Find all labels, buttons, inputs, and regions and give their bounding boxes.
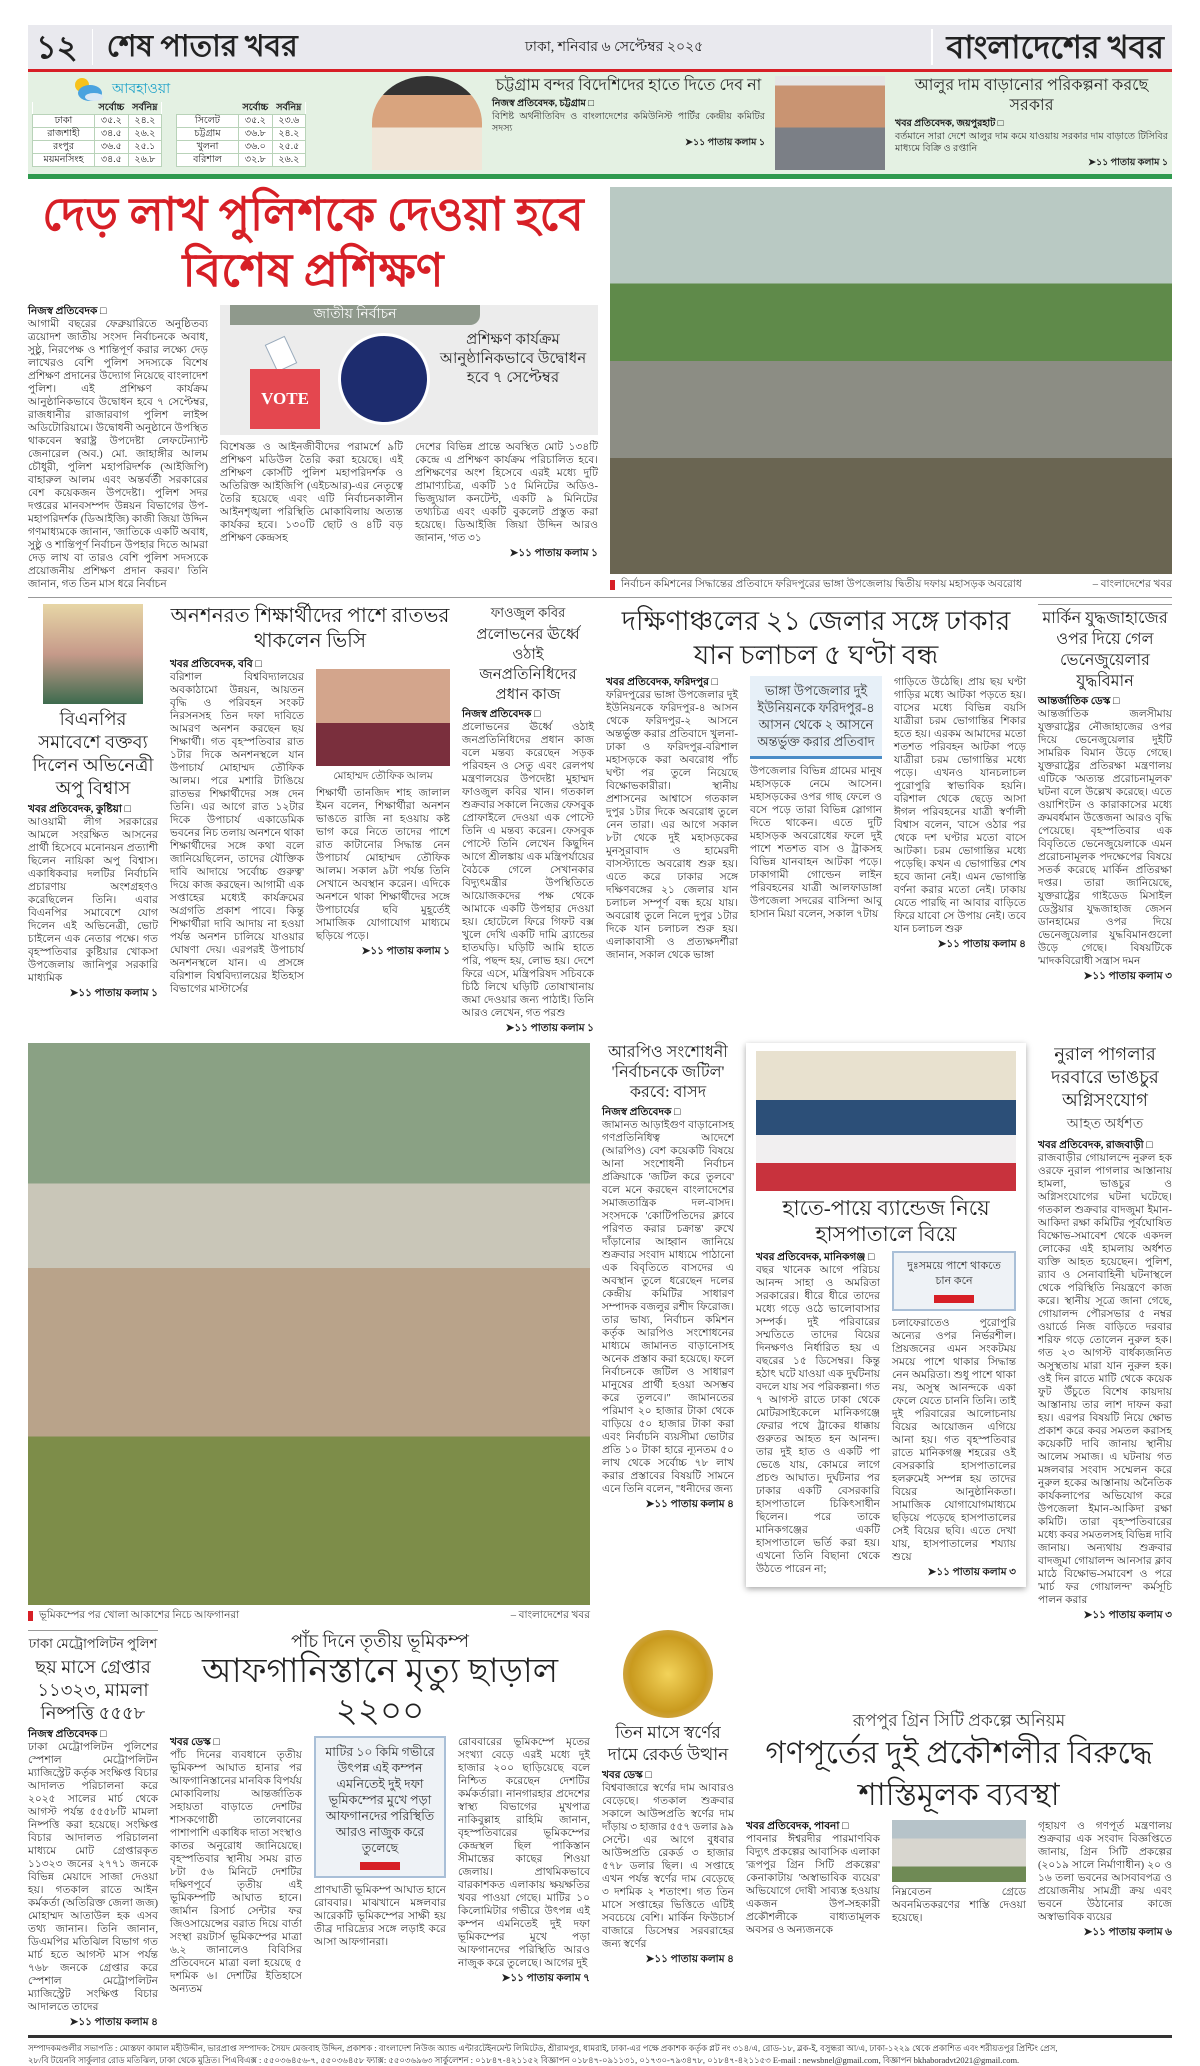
engineers-col2: নিম্নবেতন গ্রেডে অবনমিতকরণের শাস্তি দেওয়া হয়েছে। <box>892 1887 1026 1924</box>
quake-pull-quote: মাটির ১০ কিমি গভীরে উৎপন্ন এই কম্পন এমনিতেই দুই দফা ভূমিকম্পের মুখে পড়া আফগানদের পরিস্থিতি আরও নাজুক করে তুলেছে <box>314 1736 446 1878</box>
weather-panel <box>32 76 362 170</box>
afghan-earthquake-photo <box>28 1043 590 1605</box>
apu-headline: বিএনপির সমাবেশে বক্তব্য দিলেন অভিনেত্রী অপু বিশ্বাস <box>32 709 154 798</box>
dakkhin-col3: গাড়িতে উঠেছি। প্রায় ছয় ঘণ্টা গাড়ির মধ্যে আটকা পড়তে হয়। বাসের মধ্যে বিভিন্ন বয়সি যাত্রীরা চরম ভোগান্তির শিকার হতে হয়। এরকম আমাদের মতো শতশত পরিবহন আটকা পড়ে যাত্রীরা চরম ভোগান্তির মধ্যে পড়ে। এখনও যানচলাচল পুরোপুরি স্বাভাবিক হয়নি। বরিশাল থেকে ছেড়ে আসা ঈগল পরিবহনের যাত্রী স্বর্ণালী বিশ্বাস বলেন, 'বাসে ওঠার পর থেকে দশ ঘণ্টার মতো বাসে আটকা। চরম ভোগান্তির মধ্যে পড়েছি। কখন এ ভোগান্তির শেষ হবে জানা নেই। এমন ভোগান্তি বর্ণনা করার মতো নেই। ঢাকায় যেতে পারছি না আবার বাড়িতে ফিরে যাবো সে উপায় নেই। তবে যান চলাচল শুরু ➤ ১১ পাতায় কলাম ৪ <box>894 676 1026 962</box>
lead-headline[interactable]: দেড় লাখ পুলিশকে দেওয়া হবে বিশেষ প্রশিক্ষণ <box>42 189 584 296</box>
weather-table-left: সর্বোচ্চ সর্বনিম্ন ঢাকা ৩৫.২ ২৪.২ রাজশাহী ৩৪.৫ ২৬.২ রংপুর ৩৬.৫ ২৫.১ ময়মনসিংহ ৩৪.৫ ২৬.৮ <box>32 102 162 167</box>
nurul-story[interactable]: নুরাল পাগলার দরবারে ভাঙচুর অগ্নিসংযোগ আহত অর্ধশত খবর প্রতিবেদক, রাজবাড়ী □ রাজবাড়ীর গোয়ালন্দে নুরুল হক ওরফে নুরাল পাগলার আস্তানায় হামলা, ভাঙচুর ও অগ্নিসংযোগের ঘটনা ঘটেছে। গতকাল শুক্রবার বাদজুমা ইমান-আকিদা রক্ষা কমিটির পূর্বঘোষিত বিক্ষোভ-সমাবেশ থেকে একদল লোকের এই হামলায় অর্ধশত ব্যক্তি আহত হয়েছেন। পুলিশ, র‌্যাব ও সেনাবাহিনী ঘটনাস্থলে থেকে পরিস্থিতি নিয়ন্ত্রণে কাজ করে। স্থানীয় সূত্রে জানা গেছে, গোয়ালন্দ পৌরসভার ৫ নম্বর ওয়ার্ডে নিজ বাড়িতে দরবার শরিফ গড়ে তোলেন নুরুল হক। গত ২৩ আগস্ট বার্ধক্যজনিত অসুস্থতায় মারা যান নুরুল হক। ওই দিন রাতে মাটি থেকে কয়েক ফুট উঁচুতে বিশেষ কায়দায় আস্তানায় তার লাশ দাফন করা হয়। এরপর বিষয়টি নিয়ে ক্ষোভ প্রকাশ করে কবর সমতল করাসহ কয়েকটি দাবি জানায় স্থানীয় আলেম সমাজ। এ ঘটনায় গত মঙ্গলবার সংবাদ সম্মেলন করে নুরুল হকের আস্তানায় অনৈতিক কার্যকলাপের অভিযোগ করে উপজেলা ইমান-আকিদা রক্ষা কমিটি। তারা বৃহস্পতিবারের মধ্যে কবর সমতলসহ বিভিন্ন দাবি জানায়। অন্যথায় শুক্রবার বাদজুমা গোয়ালন্দ আনসার ক্লাব মাঠে বিক্ষোভ-সমাবেশ ও পরে 'মার্চ ফর গোয়ালন্দ' কর্মসূচি পালন করার ➤ ১১ পাতায় কলাম ৩ <box>1038 1043 1172 1622</box>
hospital-pull-quote: দুঃসময়ে পাশে থাকতে চান কনে <box>892 1251 1016 1311</box>
vc-col1: খবর প্রতিবেদক, ববি □ বরিশাল বিশ্ববিদ্যালয়ের অবকাঠামো উন্নয়ন, আয়তন বৃদ্ধি ও পরিবহন সংকট নিরসনসহ তিন দফা দাবিতে আমরণ অনশন করছেন ছয় শিক্ষার্থী। গত বৃহস্পতিবার রাত ১টার দিকে অনশনস্থলে যান উপাচার্য মোহাম্মদ তৌফিক আলম। পরে মশারি টাঙিয়ে রাতভর শিক্ষার্থীদের সঙ্গ দেন তিনি। এর আগে রাত ১২টার দিকে উপাচার্য একাডেমিক ভবনের নিচ তলায় অনশনে থাকা শিক্ষার্থীদের সঙ্গে কথা বলে জানিয়েছিলেন, তাদের যৌক্তিক দাবি আদায়ে 'সর্বোচ্চ গুরুত্ব' দিয়ে কাজ করছেন। আগামী এক সপ্তাহের মধ্যেই কার্যক্রমের অগ্রগতি প্রকাশ পাবে। কিন্তু শিক্ষার্থীরা দাবি আদায় না হওয়া পর্যন্ত অনশন চালিয়ে যাওয়ার ঘোষণা দেয়। এরপরই উপাচার্য অনশনস্থলে যান। এ প্রসঙ্গে বরিশাল বিশ্ববিদ্যালয়ের ইতিহাস বিভাগের মাস্টার্সের <box>170 658 304 996</box>
lead-col1: নিজস্ব প্রতিবেদক □ আগামী বছরের ফেব্রুয়ারিতে অনুষ্ঠিতব্য ত্রয়োদশ জাতীয় সংসদ নির্বাচনকে অবাধ, সুষ্ঠু, নিরপেক্ষ ও শান্তিপূর্ণ করার লক্ষ্যে দেড় লাখেরও বেশি পুলিশ সদস্যকে বিশেষ প্রশিক্ষণ প্রদানের উদ্যোগ নিয়েছে বাংলাদেশ পুলিশ। এই প্রশিক্ষণ কার্যক্রম আনুষ্ঠানিকভাবে উদ্বোধন হবে ৭ সেপ্টেম্বর, রাজধানীর রাজারবাগ পুলিশ লাইন্স অডিটোরিয়ামে। উদ্বোধনী অনুষ্ঠানে উপস্থিত থাকবেন স্বরাষ্ট্র উপদেষ্টা লেফটেন্যান্ট জেনারেল (অব.) মো. জাহাঙ্গীর আলম চৌধুরী, পুলিশ মহাপরিদর্শক (আইজিপি) বাহারুল আলম এবং অন্তর্বর্তী সরকারের বেশ কয়েকজন উপদেষ্টা। পুলিশ সদর দপ্তরের মানবসম্পদ উন্নয়ন বিভাগের উপ-মহাপরিদর্শক (ডিআইজি) কাজী জিয়া উদ্দিন গণমাধ্যমকে জানান, 'জাতিকে একটি অবাধ, সুষ্ঠু ও শান্তিপূর্ণ নির্বাচন উপহার দিতে আমরা দেড় লাখ বা তারও বেশি পুলিশ সদস্যকে প্রয়োজনীয় প্রশিক্ষণ প্রদান করব।' তিনি জানান, গত তিন মাস ধরে নির্বাচন <box>28 305 208 591</box>
vc-portrait-caption: মোহাম্মদ তৌফিক আলম <box>333 771 433 782</box>
weather-cloud-icon <box>72 76 104 102</box>
dmp-story[interactable]: ঢাকা মেট্রোপলিটন পুলিশ ছয় মাসে গ্রেপ্তার ১১৩২৩, মামলা নিষ্পত্তি ৫৫৫৮ নিজস্ব প্রতিবেদক □ ঢাকা মেট্রোপলিটন পুলিশের স্পেশাল মেট্রোপলিটন ম্যাজিস্ট্রেট কর্তৃক সংক্ষিপ্ত বিচার আদালত পরিচালনা করে ২০২৫ সালের মার্চ থেকে আগস্ট পর্যন্ত ৫৫৫৮টি মামলা নিষ্পত্তি করা হয়েছে। সংক্ষিপ্ত বিচার আদালত পরিচালনা মাধ্যমে মোট গ্রেপ্তারকৃত ১১৩২৩ জনের ২৭৭১ জনকে বিভিন্ন মেয়াদে সাজা দেওয়া হয়। গতকাল রাতে আইন কর্মকর্তা (অতিরিক্ত জেলা জজ) মোহাম্মদ আতাউল হক এসব তথ্য জানান। তিনি জানান, ডিএমপির মতিঝিল বিভাগ গত মার্চ হতে আগস্ট মাস পর্যন্ত ৭৬৮ জনকে গ্রেপ্তার করে স্পেশাল মেট্রোপলিটন ম্যাজিস্ট্রেট সংক্ষিপ্ত বিচার আদালতে তাদের ➤ ১১ পাতায় কলাম ৪ <box>28 1630 158 2029</box>
ballot-box-icon: VOTE <box>250 369 320 429</box>
ballot-paper-icon <box>265 336 298 372</box>
afghan-photo-caption: ভূমিকম্পের পর খোলা আকাশের নিচে আফগানরা – বাংলাদেশের খবর <box>28 1609 590 1622</box>
weather-row: ময়মনসিংহ ৩৪.৫ ২৬.৮ <box>33 154 162 167</box>
gold-bangles-photo <box>623 1630 713 1718</box>
weather-row: চট্টগ্রাম ৩৬.৮ ২৪.২ <box>176 128 305 141</box>
weather-row: সিলেট ৩৫.২ ২৩.৬ <box>176 115 305 128</box>
weather-row: ঢাকা ৩৫.২ ২৪.২ <box>33 115 162 128</box>
rpo-story[interactable]: আরপিও সংশোধনী 'নির্বাচনকে জটিল' করবে: বাসদ নিজস্ব প্রতিবেদক □ জামানত আড়াইগুণ বাড়ানোসহ গণপ্রতিনিধিত্ব আদেশে (আরপিও) বেশ কয়েকটি বিষয়ে আনা সংশোধনী নির্বাচন প্রক্রিয়াকে 'জটিল করে তুলবে' বলে মনে করছেন বাংলাদেশের সমাজতান্ত্রিক দল-বাসদ। সংসদকে 'কোটিপতিদের ক্লাবে পরিণত করার চক্রান্ত' রুখে দাঁড়ানোর আহ্বান জানিয়ে শুক্রবার সংবাদ মাধ্যমে পাঠানো এক বিবৃতিতে বাসদের এ অবস্থান তুলে ধরেছেন দলের কেন্দ্রীয় কমিটির সাধারণ সম্পাদক বজলুর রশীদ ফিরোজ। তার ভাষ্য, নির্বাচন কমিশন কর্তৃক আরপিও সংশোধনের মাধ্যমে জামানত বাড়ানোসহ অনেক প্রস্তাব করা হয়েছে। ফলে নির্বাচনকে জটিল ও সাধারণ মানুষের প্রার্থী হওয়া অসম্ভব করে তুলবে।" জামানতের পরিমাণ ২০ হাজার টাকা থেকে বাড়িয়ে ৫০ হাজার টাকা করা এবং নির্বাচনি ব্যয়সীমা ভোটার প্রতি ১০ টাকা হারে ন্যূনতম ৫০ লাখ থেকে সর্বোচ্চ ৭৮ লাখ করার প্রস্তাবের বিষয়টি সামনে এনে তিনি বলেন, "ধনীদের জন্য ➤ ১১ পাতায় কলাম ৪ <box>602 1043 734 1622</box>
fawzul-story[interactable]: ফাওজুল কবির প্রলোভনের ঊর্ধ্বে ওঠাই জনপ্রতিনিধিদের প্রধান কাজ নিজস্ব প্রতিবেদক □ প্রলোভনের ঊর্ধ্বে ওঠাই জনপ্রতিনিধিদের প্রধান কাজ বলে মন্তব্য করেছেন সড়ক পরিবহন ও সেতু এবং রেলপথ মন্ত্রণালয়ের উপদেষ্টা মুহাম্মদ ফাওজুল কবির খান। গতকাল শুক্রবার সকালে নিজের ফেসবুক প্রোফাইলে দেওয়া এক পোস্টে তিনি এ মন্তব্য করেন। ফেসবুক পোস্টে তিনি লেখেন কিছুদিন আগে শ্রীলঙ্কায় এক মন্ত্রিপর্যায়ের বৈঠকে গেলে সেখানকার বিদ্যুৎমন্ত্রীর উপস্থিতিতে আয়োজকদের পক্ষ থেকে আমাকে একটি উপহার দেওয়া হয়। হোটেলে ফিরে গিফট বক্স খুলে দেখি একটি দামি ব্র্যান্ডের হাতঘড়ি। ঘড়িটি আমি হাতে পরি, পছন্দ হয়, লোভ হয়। দেশে ফিরে এসে, মন্ত্রিপরিষদ সচিবকে চিঠি লিখে ঘড়িটি তোষাখানায় জমা দেওয়ার জন্য পাঠাই। তিনি আরও লেখেন, গত পরশু ➤ ১১ পাতায় কলাম ১ <box>462 604 594 1035</box>
venezuela-story[interactable]: মার্কিন যুদ্ধজাহাজের ওপর দিয়ে গেল ভেনেজুয়েলার যুদ্ধবিমান আন্তর্জাতিক ডেস্ক □ আন্তর্জাতিক জলসীমায় যুক্তরাষ্ট্রের নৌজাহাজের ওপর দিয়ে ভেনেজুয়েলার দুইটি সামরিক বিমান উড়ে গেছে। যুক্তরাষ্ট্রের প্রতিরক্ষা মন্ত্রণালয় এটিকে 'অত্যন্ত প্ররোচনামূলক' ঘটনা বলে উল্লেখ করেছে। এতে ওয়াশিংটন ও কারাকাসের মধ্যে ক্রমবর্ধমান উত্তেজনা আরও বৃদ্ধি পেয়েছে। বৃহস্পতিবার এক বিবৃতিতে ভেনেজুয়েলাকে এমন প্ররোচনামূলক পদক্ষেপের বিষয়ে সতর্ক করেছে মার্কিন প্রতিরক্ষা দপ্তর। তারা জানিয়েছে, যুক্তরাষ্ট্রের গাইডেড মিসাইল ডেস্ট্রয়ার যুদ্ধজাহাজ জেসন ডানহামের ওপর দিয়ে ভেনেজুয়েলার যুদ্ধবিমানগুলো উড়ে গেছে। বিষয়টিকে 'মাদকবিরোধী সন্ত্রাস দমন ➤ ১১ পাতায় কলাম ৩ <box>1038 604 1172 1035</box>
teaser-portrait-1 <box>372 76 482 170</box>
venezuela-headline: মার্কিন যুদ্ধজাহাজের ওপর দিয়ে গেল ভেনেজুয়েলার যুদ্ধবিমান <box>1042 610 1168 690</box>
engineers-kicker: রূপপুর গ্রিন সিটি প্রকল্পে অনিয়ম <box>852 1711 1066 1730</box>
dakkhin-pull-quote: ভাঙ্গা উপজেলার দুই ইউনিয়নকে ফরিদপুর-৪ আসন থেকে ২ আসনে অন্তর্ভুক্ত করার প্রতিবাদ <box>750 676 882 759</box>
apu-photo <box>43 604 143 704</box>
top-band <box>28 72 1172 179</box>
hospital-headline: হাতে-পায়ে ব্যান্ডেজ নিয়ে হাসপাতালে বিয়ে <box>782 1196 990 1246</box>
nurul-headline: নুরাল পাগলার দরবারে ভাঙচুর অগ্নিসংযোগ <box>1051 1044 1159 1110</box>
dakkhin-col1: খবর প্রতিবেদক, ফরিদপুর □ ফরিদপুরের ভাঙ্গা উপজেলার দুই ইউনিয়নকে ফরিদপুর-৪ আসন থেকে ফরিদপুর-২ আসনে অন্তর্ভুক্ত করার প্রতিবাদে খুলনা-ঢাকা ও ফরিদপুর-বরিশাল মহাসড়কে করা অবরোধ পাঁচ ঘণ্টা পর তুলে নিয়েছে বিক্ষোভকারীরা। স্থানীয় প্রশাসনের আশ্বাসে গতকাল দুপুর ১টার দিকে অবরোধ তুলে নেন তারা। এর আগে সকাল ৮টা থেকে দুই মহাসড়কের মুনসুরাবাদ ও হামেরদী বাসস্ট্যান্ডে অবরোধ শুরু হয়। এতে করে ঢাকার সঙ্গে দক্ষিণবঙ্গের ২১ জেলার যান চলাচল সম্পূর্ণ বন্ধ হয়ে যায়। অবরোধ তুলে নিলে দুপুর ১টার দিকে যান চলাচল শুরু হয়। এলাকাবাসী ও প্রত্যক্ষদর্শীরা জানান, সকাল থেকে ভাঙ্গা <box>606 676 738 962</box>
weather-row: রংপুর ৩৬.৫ ২৫.১ <box>33 141 162 154</box>
quake-col3: রোববারের ভূমিকম্পে মৃতের সংখ্যা বেড়ে এরই মধ্যে দুই হাজার ২০০ ছাড়িয়েছে বলে নিশ্চিত করেছেন দেশটির কর্মকর্তারা। নানগারহার প্রদেশের স্বাস্থ্য বিভাগের মুখপাত্র নাকিবুল্লাহ রাহিমি জানান, বৃহস্পতিবারের ভূমিকম্পের কেন্দ্রস্থল ছিল পাকিস্তান সীমান্তের কাছের শিওয়া জেলায়। প্রাথমিকভাবে বারকাশকত এলাকায় ক্ষয়ক্ষতির খবর পাওয়া গেছে। মাটির ১০ কিলোমিটার গভীরে উৎপন্ন এই কম্পন এমনিতেই দুই দফা ভূমিকম্পের মুখে পড়া আফগানদের পরিস্থিতি আরও নাজুক করে তুলেছে। আগের দুই ➤ ১১ পাতায় কলাম ৭ <box>458 1736 590 1996</box>
election-graphic <box>220 305 598 435</box>
teaser-portrait-2 <box>775 76 885 170</box>
rpo-headline: আরপিও সংশোধনী 'নির্বাচনকে জটিল' করবে: বাসদ <box>608 1044 728 1101</box>
section-title: শেষ পাতার খবর <box>106 30 298 63</box>
imprint-footer: সম্পাদকমণ্ডলীর সভাপতি : মোস্তফা কামাল মহীউদ্দীন, ভারপ্রাপ্ত সম্পাদক: সৈয়দ মেজবাহ উদ্দিন, প্রকাশক : বাংলাদেশ নিউজ অ্যান্ড এন্টারটেইনমেন্ট লিমিটেড, শ্রীরামপুর, ধামরাই, ঢাকা-এর পক্ষে প্রকাশক কর্তৃক প্লট নং ৩১৪/এ, রোড-১৮, ব্লক-ই, বসুন্ধরা আ/এ, ঢাকা-১২২৯ থেকে প্রকাশিত এবং শরীয়তপুর প্রিন্টিং প্রেস, ২৮/বি টয়েনবি সার্কুলার রোড মতিঝিল, ঢাকা থেকে মুদ্রিত। পিএবিএক্স : ৫৫০৩৬৪৫৬-৭, ৫৫০৩৬৪৫৮ ফ্যাক্স: ৫৫০৩৬৯৬৩ সার্কুলেশন : ০১৮৪৭-৪২১১৫২ বিজ্ঞাপন ০১৮৪৭-০৯১১৩১, ০১৭৩০-৭৯৩৪৭৮, ০১৮৪৭-৪২১১৫৩ E-mail : newsbnel@gmail.com, বিজ্ঞাপন bkhaboradvt2021@gmail.com. <box>28 2043 1058 2065</box>
masthead-logo: বাংলাদেশের খবর <box>946 29 1164 65</box>
issue-date: ঢাকা, শনিবার ৬ সেপ্টেম্বর ২০২৫ <box>524 40 704 55</box>
graphic-text: প্রশিক্ষণ কার্যক্রম আনুষ্ঠানিকভাবে উদ্বোধন হবে ৭ সেপ্টেম্বর <box>439 332 587 386</box>
engineers-col3: গৃহায়ণ ও গণপূর্ত মন্ত্রণালয় শুক্রবার এক সংবাদ বিজ্ঞপ্তিতে জানায়, গ্রিন সিটি প্রকল্পের (২০১৯ সালে নির্মাণাধীন) ২০ ও ১৬ তলা ভবনের আসবাবপত্র ও প্রয়োজনীয় সামগ্রী ক্রয় এবং ভবনে উঠানোর কাজে অস্বাভাবিক ব্যয়ের ➤ ১১ পাতায় কলাম ৬ <box>1038 1820 1172 1939</box>
quake-headline[interactable]: আফগানিস্তানে মৃত্যু ছাড়াল ২২০০ <box>201 1653 559 1730</box>
weather-row: রাজশাহী ৩৪.৫ ২৬.২ <box>33 128 162 141</box>
weather-table-right: সর্বোচ্চ সর্বনিম্ন সিলেট ৩৫.২ ২৩.৬ চট্টগ্রাম ৩৬.৮ ২৪.২ খুলনা ৩৬.০ ২৫.৫ বরিশাল ৩২.৮ ২৬.২ <box>176 102 306 167</box>
engineers-col1: খবর প্রতিবেদক, পাবনা □ পাবনার ঈশ্বরদীর পারমাণবিক বিদ্যুৎ প্রকল্পের আবাসিক এলাকা 'রূপপুর গ্রিন সিটি প্রকল্পের' কেনাকাটায় 'অস্বাভাবিক ব্যয়ের' অভিযোগে দোষী সাব্যস্ত হওয়ায় একজন উপ-সহকারী প্রকৌশলীকে বাধ্যতামূলক অবসর ও অন্যজনকে <box>746 1820 880 1939</box>
quake-col1: খবর ডেস্ক □ পাঁচ দিনের ব্যবধানে তৃতীয় ভূমিকম্প আঘাত হানার পর আফগানিস্তানের মানবিক বিপর্যয় মোকাবিলায় আন্তর্জাতিক সহায়তা বাড়াতে দেশটির শাসকগোষ্ঠী তালেবানের পাশাপাশি একাধিক দাতা সংস্থাও কাতর অনুরোধ জানিয়েছে। বৃহস্পতিবার স্থানীয় সময় রাত ৮টা ৫৬ মিনিটে দেশটির দক্ষিণপূর্বে তৃতীয় এই ভূমিকম্পটি আঘাত হানে। জার্মান রিসার্চ সেন্টার ফর জিওসায়েন্সের বরাত দিয়ে বার্তা সংস্থা রয়টার্স ভূমিকম্পের মাত্রা ৬.২ জানালেও বিবিসির প্রতিবেদনে মাত্রা বলা হয়েছে ৫ দশমিক ৬। দেশটির ইতিহাসে অন্যতম <box>170 1736 302 1996</box>
vc-portrait <box>316 658 450 766</box>
hospital-story-box[interactable]: হাতে-পায়ে ব্যান্ডেজ নিয়ে হাসপাতালে বিয়ে খবর প্রতিবেদক, মানিকগঞ্জ □ বছর খানেক আগে পরিচয় আনন্দ সাহা ও অমরিতা সরকারের। ধীরে ধীরে তাদের মধ্যে গড়ে ওঠে ভালোবাসার সম্পর্ক। দুই পরিবারের সম্মতিতে তাদের বিয়ের দিনক্ষণও নির্ধারিত হয় এ বছরের ১৫ ডিসেম্বর। কিন্তু হঠাৎ ঘটে যাওয়া এক দুর্ঘটনায় বদলে যায় সব পরিকল্পনা। গত ৭ আগস্ট রাতে ঢাকা থেকে মোটরসাইকেলে মানিকগঞ্জে ফেরার পথে ট্রাকের ধাক্কায় গুরুতর আহত হন আনন্দ। তার দুই হাত ও একটি পা ভেঙে যায়, কোমরে লাগে প্রচণ্ড আঘাত। দুর্ঘটনার পর ঢাকার একটি বেসরকারি হাসপাতালে চিকিৎসাধীন ছিলেন। পরে তাকে মানিকগঞ্জের একটি হাসপাতালে ভর্তি করা হয়। এখনো তিনি বিছানা থেকে উঠতে পারেন না; দুঃসময়ে পাশে থাকতে চান কনে চলাফেরাতেও পুরোপুরি অন্যের ওপর নির্ভরশীল। প্রিয়জনের এমন সংকটময় সময়ে পাশে থাকার সিদ্ধান্ত নেন অমরিতা। শুধু পাশে থাকা নয়, অসুস্থ আনন্দকে একা ফেলে যেতে চাননি তিনি। তাই দুই পরিবারের আলোচনায় বিয়ের আয়োজন এগিয়ে আনা হয়। গত বৃহস্পতিবার রাতে মানিকগঞ্জ শহরের ওই বেসরকারি হাসপাতালের হলরুমেই সম্পন্ন হয় তাদের বিয়ের আনুষ্ঠানিকতা। সামাজিক যোগাযোগমাধ্যমে ছড়িয়ে পড়েছে হাসপাতালের সেই বিয়ের ছবি। এতে দেখা যায়, হাসপাতালের শয্যায় শুয়ে ➤ ১১ পাতায় কলাম ৩ <box>746 1043 1026 1587</box>
apu-story[interactable]: বিএনপির সমাবেশে বক্তব্য দিলেন অভিনেত্রী অপু বিশ্বাস খবর প্রতিবেদক, কুষ্টিয়া □ আওয়ামী লীগ সরকারের আমলে সংরক্ষিত আসনের প্রার্থী হিসেবে মনোনয়ন প্রত্যাশী ছিলেন নায়িকা অপু বিশ্বাস। একাধিকবার দলটির নির্বাচনি প্রচারণায় অংশগ্রহণও করেছিলেন তিনি। এবার বিএনপির সমাবেশে যোগ দিলেন এই অভিনেত্রী, ভোট চাইলেন এক নেতার পক্ষে। গত বৃহস্পতিবার কুষ্টিয়ার খোকসা উপজেলায় জানিপুর সরকারি মাধ্যমিক ➤ ১১ পাতায় কলাম ১ <box>28 604 158 1035</box>
weather-row: বরিশাল ৩২.৮ ২৬.২ <box>176 154 305 167</box>
fawzul-headline: প্রলোভনের ঊর্ধ্বে ওঠাই জনপ্রতিনিধিদের প্রধান কাজ <box>476 627 580 703</box>
green-city-photo <box>892 1820 1026 1882</box>
dakkhin-headline[interactable]: দক্ষিণাঞ্চলের ২১ জেলার সঙ্গে ঢাকার যান চলাচল ৫ ঘণ্টা বন্ধ <box>621 606 1011 670</box>
teaser-headline: আলুর দাম বাড়ানোর পরিকল্পনা করছে সরকার <box>914 77 1149 114</box>
jump-link[interactable]: ➤ ১১ পাতায় কলাম ১ <box>415 547 598 560</box>
main-photo-caption: নির্বাচন কমিশনের সিদ্ধান্তের প্রতিবাদে ফরিদপুরের ভাঙ্গা উপজেলায় দ্বিতীয় দফায় মহাসড়ক অবরোধ – বাংলাদেশের খবর <box>610 578 1172 591</box>
quake-kicker: পাঁচ দিনে তৃতীয় ভূমিকম্প <box>290 1631 469 1651</box>
lead-col2: বিশেষজ্ঞ ও আইনজীবীদের পরামর্শে ৯টি প্রশিক্ষণ মডিউল তৈরি করা হয়েছে। এই প্রশিক্ষণ কোর্সটি পুলিশ মহাপরিদর্শক ও অতিরিক্ত আইজিপি (এইচআর)-এর নেতৃত্বে তৈরি হয়েছে এবং এটি নির্বাচনকালীন আইনশৃঙ্খলা পরিস্থিতি মোকাবিলায় অত্যন্ত কার্যকর হবে। ১৩০টি ছোট ও ৪টি বড় প্রশিক্ষণ কেন্দ্রসহ <box>220 442 403 544</box>
engineers-headline[interactable]: গণপূর্তের দুই প্রকৌশলীর বিরুদ্ধে শাস্তিমূলক ব্যবস্থা <box>765 1735 1153 1812</box>
teaser-story[interactable]: আলুর দাম বাড়ানোর পরিকল্পনা করছে সরকার খবর প্রতিবেদক, জয়পুরহাট □ বর্তমানে সারা দেশে আলুর দাম কমে যাওয়ায় সরকার দাম বাড়াতে টিসিবির মাধ্যমে বিক্রি ও রপ্তানি ➤ ১১ পাতায় কলাম ১ <box>895 76 1168 170</box>
main-photo-road-blockade <box>610 187 1172 574</box>
weather-title: আবহাওয়া <box>112 82 171 97</box>
weather-row: খুলনা ৩৬.০ ২৫.৫ <box>176 141 305 154</box>
dakkhin-col2: উপজেলার বিভিন্ন গ্রামের মানুষ মহাসড়কে নেমে আসেন। মহাসড়কের ওপর গাছ ফেলে ও বসে পড়ে তারা বিভিন্ন স্লোগান দিতে থাকেন। এতে দুটি মহাসড়ক অবরোধের ফলে দুই পাশে শতশত বাস ও ট্রাকসহ বিভিন্ন যানবাহন আটকা পড়ে। ঢাকাগামী গোল্ডেন লাইন পরিবহনের যাত্রী আলফাডাঙ্গা উপজেলা সদরের বাসিন্দা আবু হাসান মিয়া বলেন, সকাল ৭টায় <box>750 766 882 920</box>
lead-col3: দেশের বিভিন্ন প্রান্তে অবস্থিত মোট ১৩৪টি কেন্দ্রে এ প্রশিক্ষণ কার্যক্রম পরিচালিত হবে। প্রশিক্ষণের অংশ হিসেবে এরই মধ্যে দুটি প্রামাণ্যচিত্র, একটি ১৫ মিনিটের অডিও-ভিজ্যুয়াল কনটেন্ট, একটি ৯ মিনিটের তথ্যচিত্র এবং একটি বুকলেট প্রস্তুত করা হয়েছে। ডিআইজি জিয়া উদ্দিন আরও জানান, 'গত ৩১ ➤ ১১ পাতায় কলাম ১ <box>415 441 598 560</box>
election-commission-emblem <box>338 333 430 425</box>
gold-story[interactable]: তিন মাসে স্বর্ণের দামে রেকর্ড উত্থান খবর ডেস্ক □ বিশ্ববাজারে স্বর্ণের দাম আবারও বেড়েছে। গতকাল শুক্রবার সকালে আউন্সপ্রতি স্বর্ণের দাম দাঁড়ায় ৩ হাজার ৫৫৭ ডলার ৯৯ সেন্টে। এর আগে বুধবার আউন্সপ্রতি রেকর্ড ৩ হাজার ৫৭৮ ডলার ছিল। এ সপ্তাহে এখন পর্যন্ত স্বর্ণের দাম বেড়েছে ৩ দশমিক ২ শতাংশ। গত তিন মাসে সপ্তাহের ভিত্তিতে এটিই সবচেয়ে বেশি। মার্কিন ফিউচার্স বাজারে ডিসেম্বর সরবরাহের জন্য স্বর্ণের ➤ ১১ পাতায় কলাম ৪ <box>602 1630 734 2029</box>
graphic-banner: জাতীয় নির্বাচন <box>230 305 480 325</box>
page-header <box>28 25 1172 72</box>
teaser-story[interactable]: চট্টগ্রাম বন্দর বিদেশিদের হাতে দিতে দেব না নিজস্ব প্রতিবেদক, চট্টগ্রাম □ বিশিষ্ট অর্থনীতিবিদ ও বাংলাদেশের কমিউনিস্ট পার্টির কেন্দ্রীয় কমিটির সদস্য ➤ ১১ পাতায় কলাম ১ <box>492 76 765 170</box>
dmp-headline: ছয় মাসে গ্রেপ্তার ১১৩২৩, মামলা নিষ্পত্তি ৫৫৫৮ <box>35 1657 151 1723</box>
hospital-wedding-photo <box>756 1051 1016 1191</box>
newspaper-page <box>28 25 1172 2066</box>
vc-headline[interactable]: অনশনরত শিক্ষার্থীদের পাশে রাতভর থাকলেন ভিসি <box>170 605 450 652</box>
quake-col2: প্রাণঘাতী ভূমিকম্প আঘাত হানে রোববার। মাঝখানে মঙ্গলবার আরেকটি ভূমিকম্পের সাক্ষী হয় তীব্র দারিদ্র্যের সঙ্গে লড়াই করে আসা আফগানরা। <box>314 1885 446 1948</box>
vc-col2: শিক্ষার্থী তানজিদ শাহ জালাল ইমন বলেন, শিক্ষার্থীরা অনশন ভাঙতে রাজি না হওয়ায় কষ্ট ভাগ করে নিতে তাদের পাশে রাত কাটানোর সিদ্ধান্ত নেন উপাচার্য মোহাম্মদ তৌফিক আলম। সকাল ৯টা পর্যন্ত তিনি সেখানে অবস্থান করেন। এদিকে অনশনে থাকা শিক্ষার্থীদের সঙ্গে উপাচার্যের ছবি মুহূর্তেই সামাজিক যোগাযোগ মাধ্যমে ছড়িয়ে পড়ে। ➤ ১১ পাতায় কলাম ১ <box>316 787 450 958</box>
teaser-headline: চট্টগ্রাম বন্দর বিদেশিদের হাতে দিতে দেব না <box>495 77 762 94</box>
page-number: ১২ <box>36 29 78 65</box>
gold-headline: তিন মাসে স্বর্ণের দামে রেকর্ড উত্থান <box>607 1723 729 1764</box>
